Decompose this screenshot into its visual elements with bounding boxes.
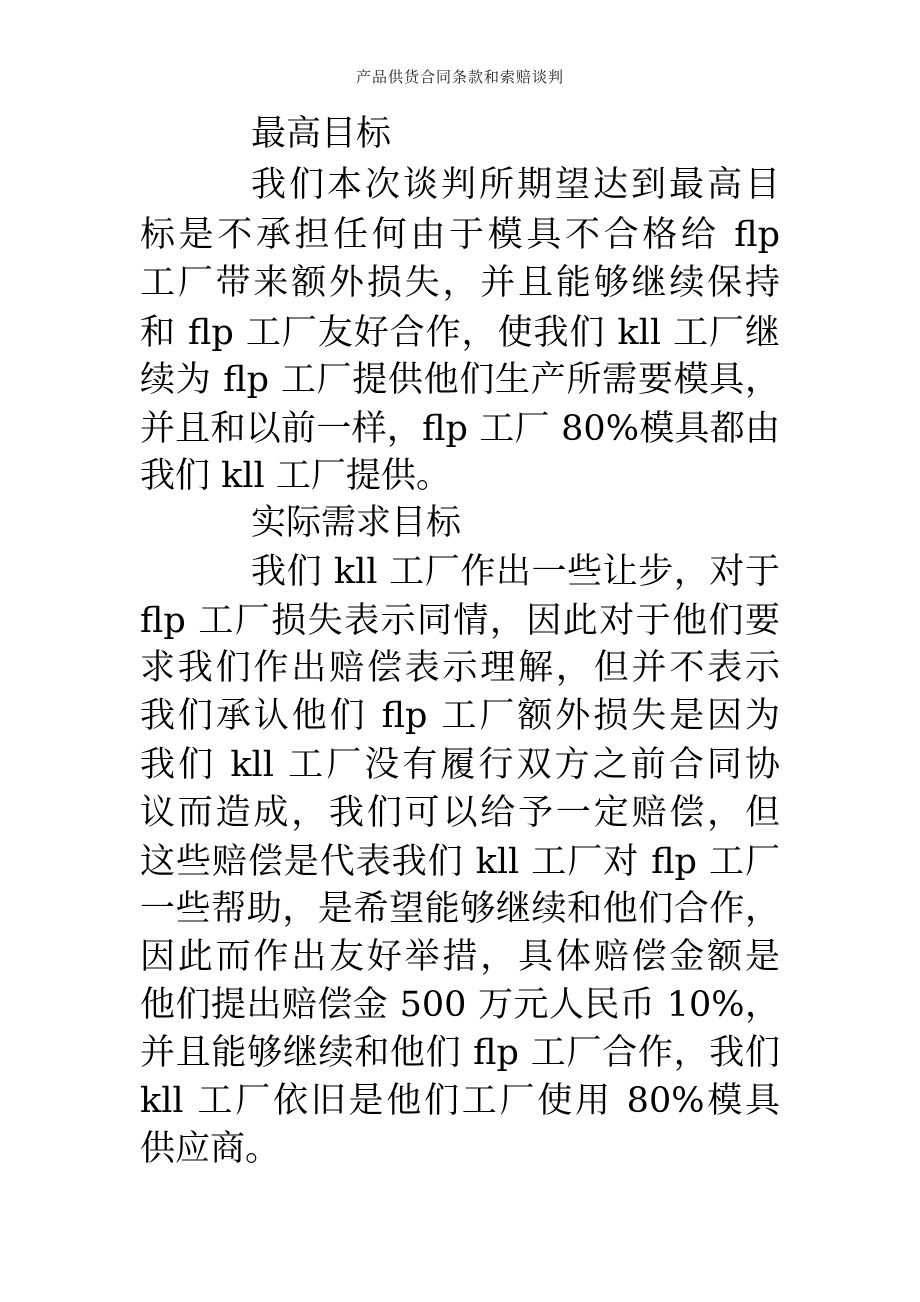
paragraph-line: 供应商。 — [140, 1129, 281, 1169]
page-header: 产品供货合同条款和索赔谈判 — [355, 68, 564, 86]
paragraph-line: 我们 kll 工厂作出一些让步，对于 — [251, 552, 780, 592]
paragraph-line: 这些赔偿是代表我们 kll 工厂对 flp 工厂 — [140, 842, 780, 882]
paragraph-line: 我们 kll 工厂提供。 — [140, 456, 451, 496]
paragraph-line: 议而造成，我们可以给予一定赔偿，但 — [140, 793, 780, 833]
paragraph-line: kll 工厂依旧是他们工厂使用 80%模具 — [140, 1081, 780, 1121]
paragraph-line: 我们承认他们 flp 工厂额外损失是因为 — [140, 696, 780, 736]
paragraph-line: 求我们作出赔偿表示理解，但并不表示 — [140, 648, 780, 688]
paragraph-line: 标是不承担任何由于模具不合格给 flp — [140, 215, 780, 255]
section-heading-top-goal: 最高目标 — [251, 114, 392, 154]
paragraph-line: 续为 flp 工厂提供他们生产所需要模具， — [140, 360, 780, 400]
section-heading-actual-goal: 实际需求目标 — [251, 503, 462, 543]
paragraph-line: flp 工厂损失表示同情，因此对于他们要 — [140, 601, 780, 641]
paragraph-line: 一些帮助，是希望能够继续和他们合作， — [140, 889, 780, 929]
paragraph-line: 因此而作出友好举措，具体赔偿金额是 — [140, 937, 780, 977]
paragraph-line: 我们 kll 工厂没有履行双方之前合同协 — [140, 745, 780, 785]
paragraph-line: 他们提出赔偿金 500 万元人民币 10%， — [140, 985, 780, 1025]
paragraph-line: 工厂带来额外损失，并且能够继续保持 — [140, 263, 780, 303]
paragraph-line: 并且能够继续和他们 flp 工厂合作，我们 — [140, 1033, 780, 1073]
paragraph-line: 和 flp 工厂友好合作，使我们 kll 工厂继 — [140, 313, 780, 353]
paragraph-line: 我们本次谈判所期望达到最高目 — [251, 165, 780, 205]
paragraph-line: 并且和以前一样，flp 工厂 80%模具都由 — [140, 409, 780, 449]
